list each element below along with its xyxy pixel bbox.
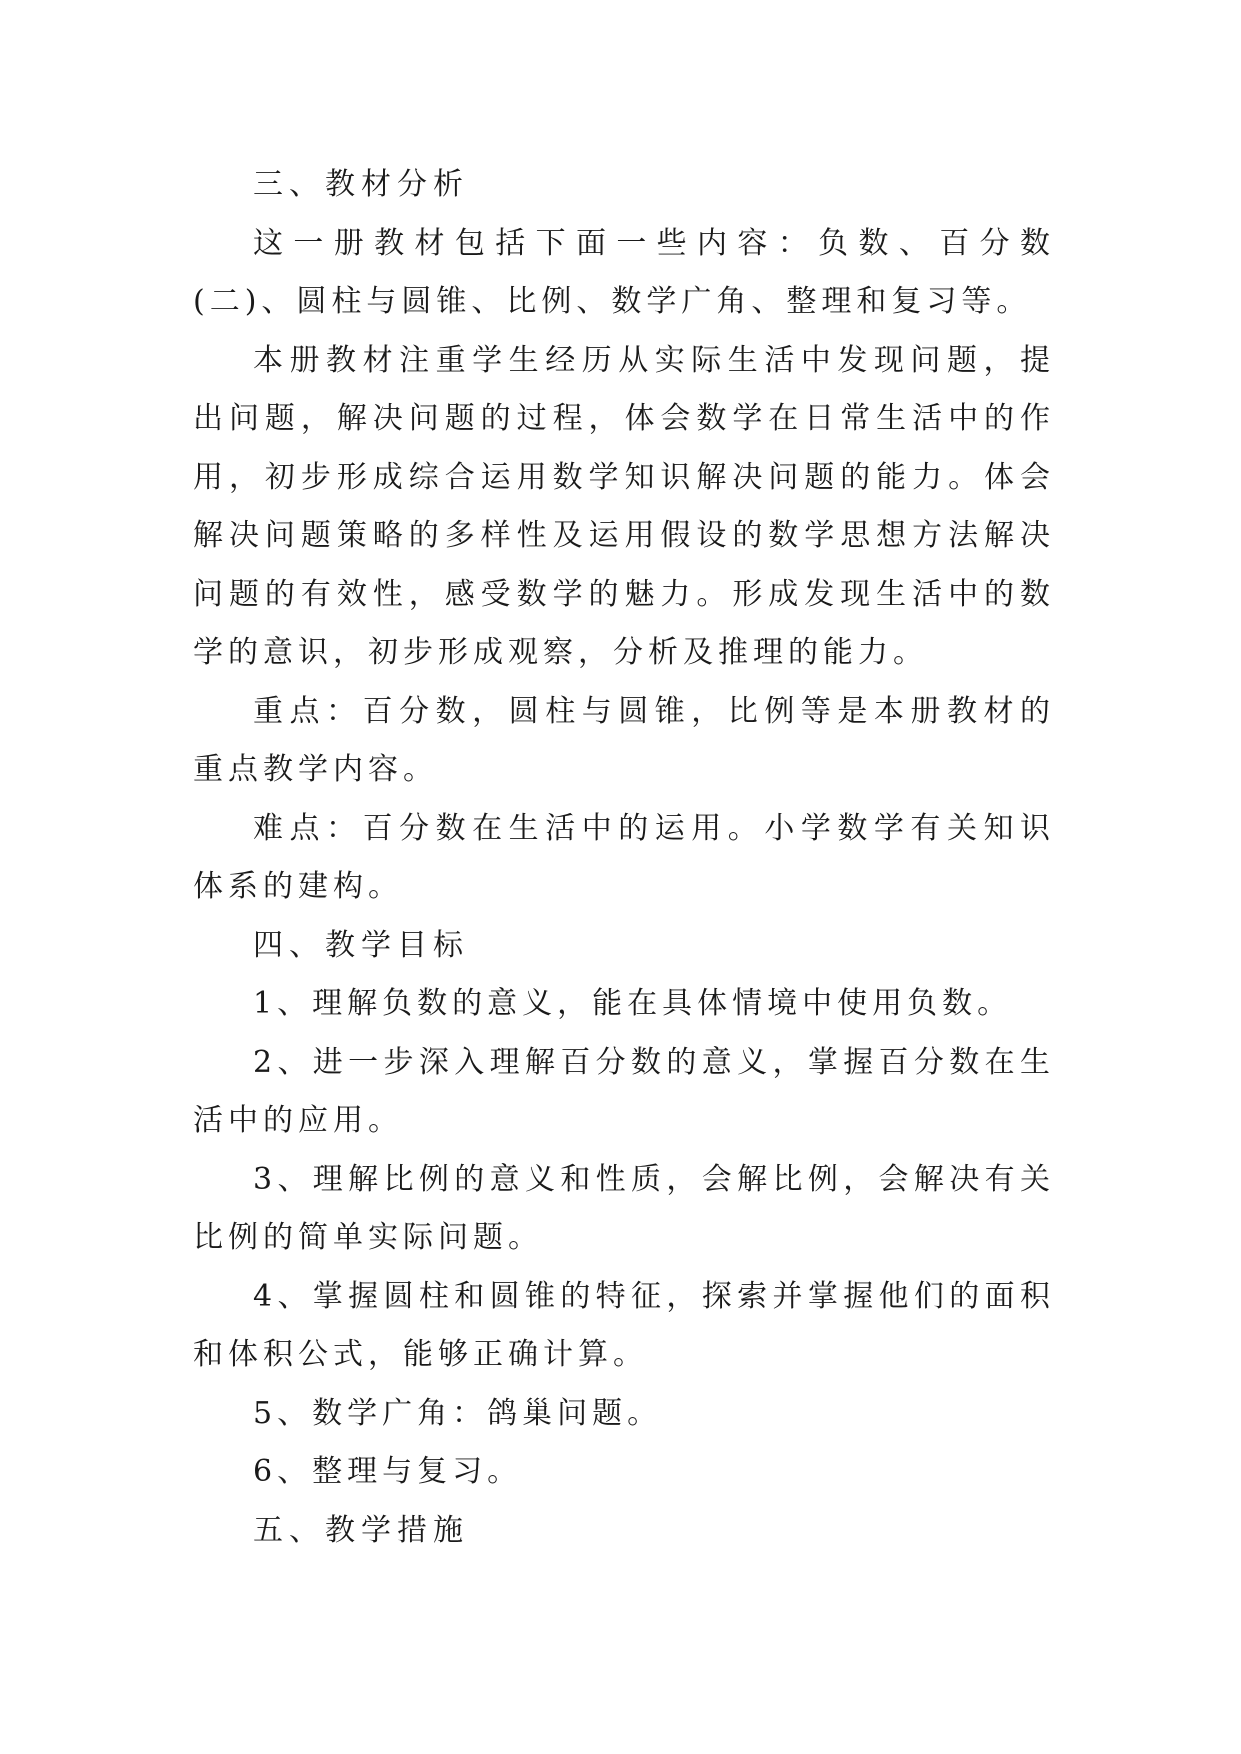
goal-item-3: 3、理解比例的意义和性质，会解比例，会解决有关比例的简单实际问题。 xyxy=(193,1161,1055,1255)
section-3-body: 本册教材注重学生经历从实际生活中发现问题，提出问题，解决问题的过程，体会数学在日常生活中的作用，初步形成综合运用数学知识解决问题的能力。体会解决问题策略的多样性及运用假设的数学思想方法解决问题的有效性，感受数学的魅力。形成发现生活中的数学的意识，初步形成观察，分析及推理的能力。 xyxy=(193,342,1055,670)
goal-item-4: 4、掌握圆柱和圆锥的特征，探索并掌握他们的面积和体积公式，能够正确计算。 xyxy=(193,1278,1055,1372)
section-3-intro: 这一册教材包括下面一些内容：负数、百分数(二)、圆柱与圆锥、比例、数学广角、整理和复习等。 xyxy=(193,225,1055,319)
section-5-heading: 五、教学措施 xyxy=(253,1512,469,1548)
goal-item-5: 5、数学广角：鸽巢问题。 xyxy=(253,1395,663,1431)
section-3-heading: 三、教材分析 xyxy=(253,167,469,202)
section-4-heading: 四、教学目标 xyxy=(253,927,469,963)
goal-item-1: 1、理解负数的意义，能在具体情境中使用负数。 xyxy=(253,986,1013,1021)
document-page xyxy=(193,156,1055,1560)
difficulties-paragraph: 难点：百分数在生活中的运用。小学数学有关知识体系的建构。 xyxy=(193,810,1055,904)
goal-item-2: 2、进一步深入理解百分数的意义，掌握百分数在生活中的应用。 xyxy=(193,1044,1055,1138)
key-points-paragraph: 重点：百分数，圆柱与圆锥，比例等是本册教材的重点教学内容。 xyxy=(193,693,1055,787)
goal-item-6: 6、整理与复习。 xyxy=(253,1454,523,1489)
